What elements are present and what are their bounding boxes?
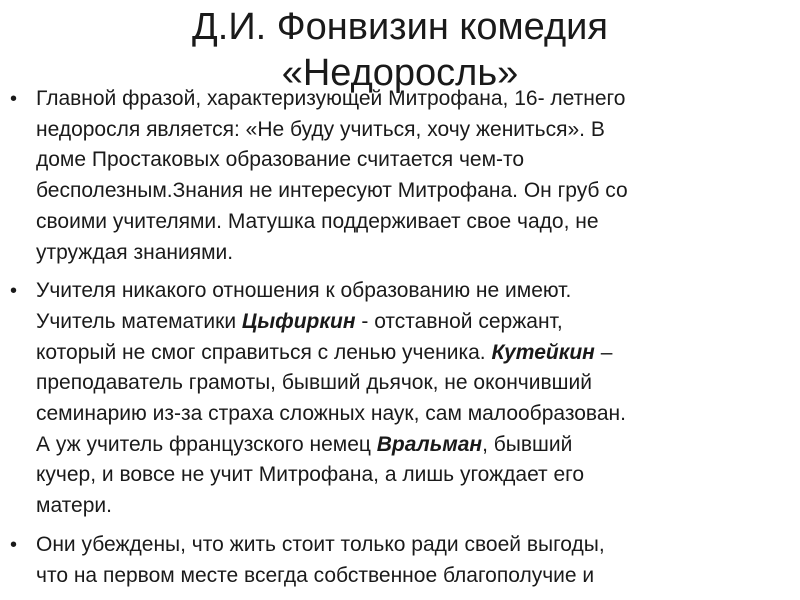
text-fragment: – — [594, 340, 613, 364]
bullet-marker: • — [10, 88, 18, 110]
title-line-1: Д.И. Фонвизин комедия — [192, 6, 608, 48]
text-line — [36, 338, 796, 369]
bullet-list — [10, 84, 796, 599]
text-fragment: Учитель математики — [36, 309, 242, 333]
text-line: бесполезным.Знания не интересуют Митрофана. Он груб со — [36, 179, 628, 203]
text-line: недоросля является: «Не буду учиться, хочу жениться». В — [36, 117, 605, 141]
bullet-marker: • — [10, 533, 18, 556]
text-line: доме Простаковых образование считается чем-то — [36, 148, 525, 172]
text-line: утруждая знаниями. — [36, 240, 234, 264]
text-fragment: А уж учитель французского немец — [36, 432, 377, 456]
slide-title — [0, 4, 800, 96]
text-line: кучер, и вовсе не учит Митрофана, а лишь угождает его — [36, 463, 585, 487]
text-line: Главной фразой, характеризующей Митрофана, 16- летнего — [36, 87, 626, 110]
text-line: что на первом месте всегда собственное благополучие и — [36, 563, 595, 587]
text-line: преподаватель грамоты, бывший дьячок, не окончивший — [36, 371, 592, 395]
text-line: матери. — [36, 494, 112, 518]
text-fragment: который не смог справиться с ленью ученика. — [36, 340, 492, 364]
text-fragment: , бывший — [482, 432, 573, 456]
bullet-item-values — [10, 530, 796, 591]
text-line: Учителя никакого отношения к образованию не имеют. — [36, 279, 572, 303]
teacher-name-kuteikin: Кутейкин — [491, 340, 595, 364]
bullet-item-education — [10, 84, 796, 268]
text-line — [36, 307, 796, 338]
teacher-name-tsyfirkin: Цыфиркин — [241, 309, 356, 333]
text-line: Они убеждены, что жить стоит только ради своей выгоды, — [36, 532, 605, 556]
teacher-name-vralman: Вральман — [376, 432, 483, 456]
text-line: своими учителями. Матушка поддерживает свое чадо, не — [36, 209, 599, 233]
bullet-item-teachers — [10, 276, 796, 522]
bullet-marker: • — [10, 280, 18, 303]
text-line — [36, 430, 796, 461]
text-fragment: - отставной сержант, — [355, 309, 563, 333]
title-line-2: «Недоросль» — [281, 52, 519, 94]
text-line: семинарию из-за страха сложных наук, сам малообразован. — [36, 402, 626, 426]
